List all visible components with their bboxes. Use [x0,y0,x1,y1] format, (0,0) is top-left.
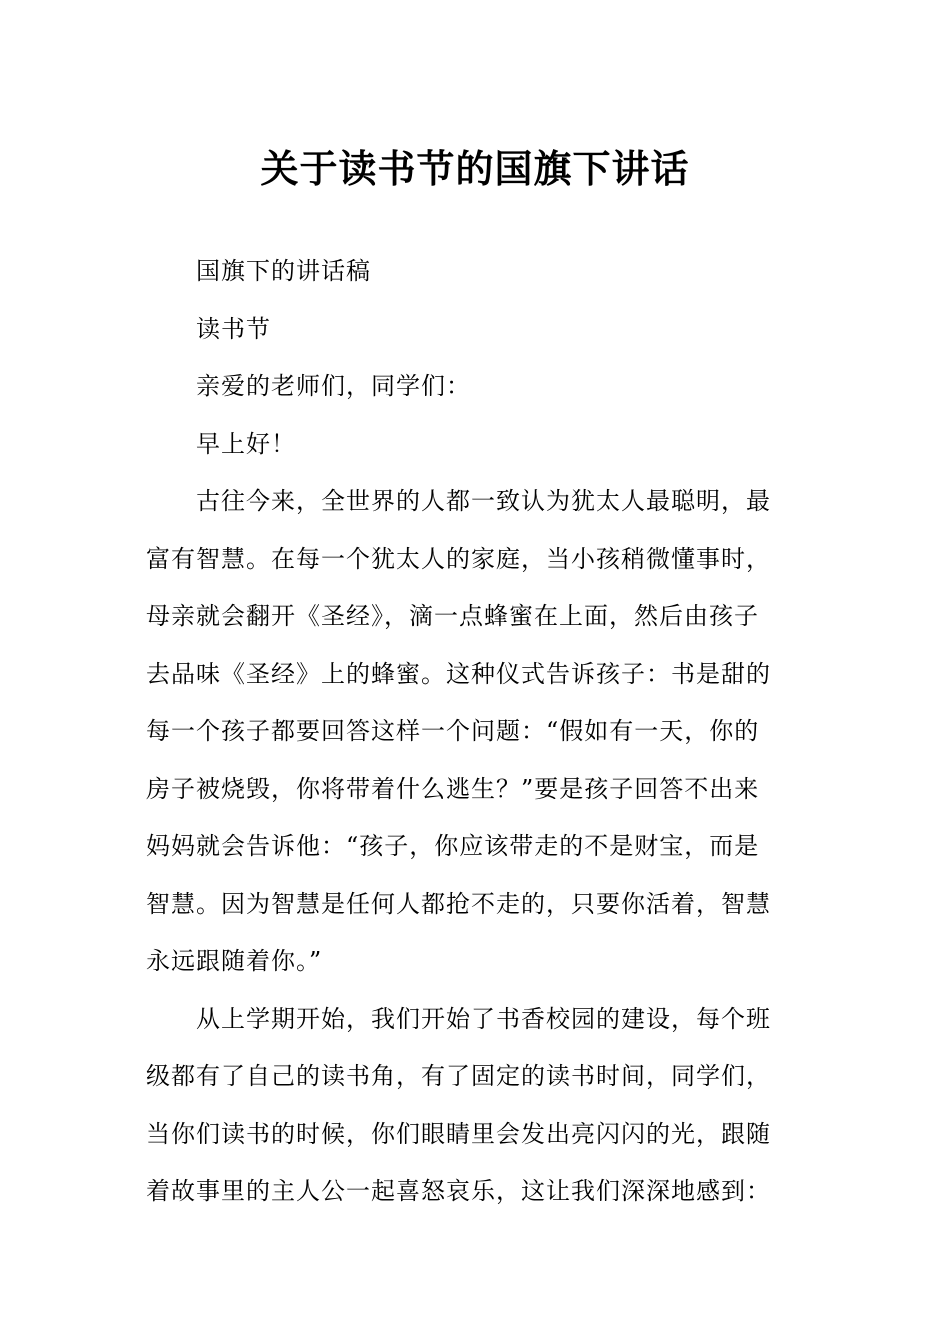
text-line: 富有智慧。在每一个犹太人的家庭，当小孩稍微懂事时， [146,544,771,573]
text-line: 当你们读书的时候，你们眼睛里会发出亮闪闪的光，跟随 [146,1119,771,1148]
text-line: 从上学期开始，我们开始了书香校园的建设，每个班 [196,1004,771,1033]
text-line: 母亲就会翻开《圣经》，滴一点蜂蜜在上面，然后由孩子 [146,602,759,630]
text-line: 房子被烧毁，你将带着什么逃生？”要是孩子回答不出来 [146,774,760,803]
paragraph-greeting [146,416,806,474]
paragraph-jewish-story [146,473,806,991]
text-line: 去品味《圣经》上的蜂蜜。这种仪式告诉孩子：书是甜的 [146,659,771,688]
text-line: 亲爱的老师们，同学们： [196,372,471,400]
text-line: 着故事里的主人公一起喜怒哀乐，这让我们深深地感到： [146,1177,771,1205]
paragraph-header [146,243,806,301]
text-line: 智慧。因为智慧是任何人都抢不走的，只要你活着，智慧 [146,889,771,918]
text-line: 级都有了自己的读书角，有了固定的读书时间，同学们， [146,1062,771,1090]
text-line: 国旗下的讲话稿 [196,257,371,285]
text-line: 妈妈就会告诉他：“孩子，你应该带走的不是财宝，而是 [146,832,760,860]
paragraph-salutation [146,358,806,416]
text-line: 永远跟随着你。” [146,947,323,975]
paragraph-subheader [146,301,806,359]
text-line: 读书节 [196,314,271,343]
paragraph-reading-campus [146,991,806,1221]
document-title: 关于读书节的国旗下讲话 [260,146,690,192]
text-line: 早上好！ [196,429,296,458]
text-line: 古往今来，全世界的人都一致认为犹太人最聪明，最 [196,487,771,515]
text-line: 每一个孩子都要回答这样一个问题：“假如有一天，你的 [146,717,760,745]
document-body [146,243,806,1221]
